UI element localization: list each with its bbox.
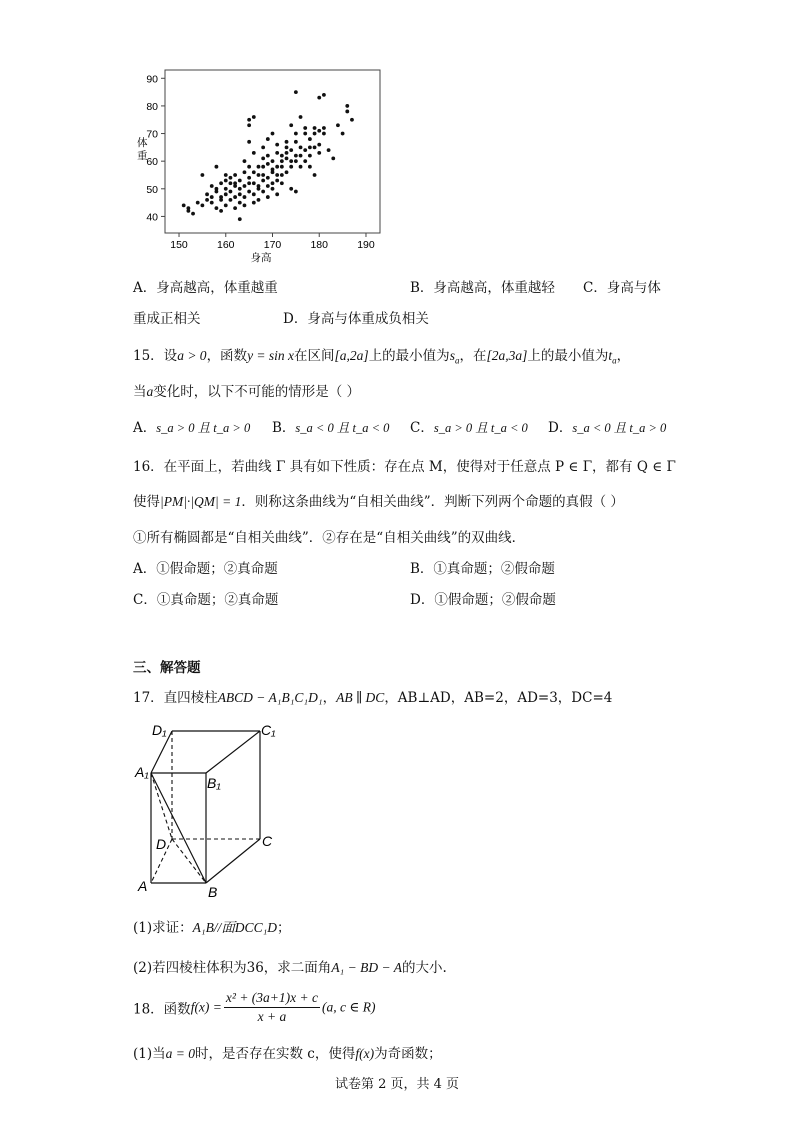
scatter-point [247,165,251,169]
scatter-point [317,143,321,147]
y-axis-label-char1: 体 [137,137,148,149]
scatter-point [280,165,284,169]
scatter-point [238,217,242,221]
q18-part1: (1)当a = 0时，是否存在实数 c，使得f(x)为奇函数； [133,1046,442,1062]
scatter-point [252,170,256,174]
scatter-point [252,181,256,185]
scatter-point [285,157,289,161]
y-tick-label: 90 [146,73,158,86]
scatter-point [243,203,247,207]
scatter-point [266,184,270,188]
label-d: D [156,836,167,852]
plot-frame [165,70,380,233]
scatter-point [210,184,214,188]
y-tick-label: 60 [146,156,158,169]
scatter-point [238,187,242,191]
section-heading: 三、解答题 [133,660,201,676]
scatter-point [224,203,228,207]
label-c: C [262,833,273,849]
scatter-point [280,159,284,163]
scatter-point [336,123,340,127]
x-tick-label: 170 [263,239,282,251]
scatter-point [266,137,270,141]
scatter-point [233,173,237,177]
scatter-point [289,148,293,152]
scatter-point [294,132,298,136]
x-axis-ticks [170,233,375,251]
q15-option-b: B．s_a < 0 且 t_a < 0 [272,420,390,436]
scatter-point [205,192,209,196]
scatter-point [345,110,349,114]
q16-option-c: C．①真命题；②真命题 [133,592,279,608]
scatter-point [322,93,326,97]
scatter-point [186,209,190,213]
y-tick-label: 70 [146,128,158,141]
scatter-point [275,165,279,169]
scatter-point [261,179,265,183]
scatter-point [247,181,251,185]
q15-cond: a > 0 [177,348,207,363]
scatter-point [271,170,275,174]
scatter-point [322,126,326,130]
scatter-point [345,104,349,108]
scatter-point [317,151,321,155]
scatter-point [215,206,219,210]
scatter-point [243,184,247,188]
scatter-point [294,190,298,194]
q14-option-d: D．身高与体重成负相关 [283,311,429,327]
q14-option-a: A．身高越高，体重越重 [133,280,278,296]
y-tick-label: 40 [146,211,158,224]
scatter-point [252,201,256,205]
scatter-point [210,195,214,199]
q18-stem: 18．函数f(x) = $\frac{\text{x² + (3a+1)x + c}}{x + a}$ (a, c ∈ R) [133,990,376,1024]
scatter-point [224,187,228,191]
q15-text: ，在 [459,348,487,364]
scatter-point [238,179,242,183]
q15-text: 上的最小值为 [368,348,450,364]
q16-option-a: A．①假命题；②真命题 [133,561,278,577]
scatter-point [266,176,270,180]
scatter-point [285,145,289,149]
scatter-point [308,145,312,149]
scatter-point [229,176,233,180]
scatter-point [196,201,200,205]
scatter-point [271,187,275,191]
scatter-point [233,181,237,185]
q15-interval-1: [a,2a] [334,348,369,363]
scatter-point [219,198,223,202]
scatter-point [261,190,265,194]
scatter-point [200,203,204,207]
scatter-point [299,165,303,169]
scatter-point [257,165,261,169]
scatter-point [289,187,293,191]
q16-line3: ①所有椭圆都是“自相关曲线”．②存在是“自相关曲线”的双曲线． [133,530,526,546]
scatter-point [313,132,317,136]
scatter-point [266,154,270,158]
scatter-point [289,123,293,127]
x-tick-label: 180 [310,239,329,251]
y-axis-ticks [146,73,165,223]
label-b: B [208,884,218,900]
q18-fraction: $\frac{\text{x² + (3a+1)x + c}}{x + a}$ [225,990,319,1024]
label-d1: D₁ [152,722,167,738]
scatter-point [271,132,275,136]
scatter-point [247,190,251,194]
q17-part1: (1)求证：A₁B//面DCC₁D； [133,920,291,936]
y-tick-label: 50 [146,183,158,196]
label-b1: B₁ [207,775,221,791]
scatter-point [289,159,293,163]
q16-line2: 使得|PM|·|QM| = 1．则称这条曲线为“自相关曲线”．判断下列两个命题的真假（ ） [133,494,624,510]
scatter-point [261,145,265,149]
q15-option-c: C．s_a > 0 且 t_a < 0 [410,420,528,436]
scatter-point [299,115,303,119]
scatter-point [322,132,326,136]
scatter-point [215,187,219,191]
scatter-point [266,195,270,199]
x-tick-label: 150 [170,239,188,251]
q15-text: 在区间 [294,348,335,364]
q17-part2: (2)若四棱柱体积为36，求二面角A₁ − BD − A的大小. [133,960,447,976]
scatter-point [285,151,289,155]
scatter-point [275,173,279,177]
scatter-point [294,159,298,163]
scatter-point [205,198,209,202]
scatter-point [224,192,228,196]
q15-text: ， [616,348,631,364]
scatter-point [317,129,321,133]
scatter-point [229,198,233,202]
scatter-point [219,181,223,185]
scatter-point [191,212,195,216]
scatter-point [252,151,256,155]
scatter-point [182,203,186,207]
q15-text: ，函数 [206,348,248,364]
q15-option-d: D．s_a < 0 且 t_a > 0 [548,420,667,436]
scatter-point [257,187,261,191]
scatter-point [285,170,289,174]
q16-line1: 16．在平面上，若曲线 Γ 具有如下性质：存在点 M，使得对于任意点 P ∈ Γ，都有 Q ∈ Γ [133,459,676,475]
q16-option-b: B．①真命题；②假命题 [410,561,555,577]
scatter-point [308,137,312,141]
scatter-point [229,181,233,185]
scatter-point [200,173,204,177]
scatter-point [331,157,335,161]
q15-option-a: A．s_a > 0 且 t_a > 0 [133,420,251,436]
scatter-point [229,190,233,194]
scatter-point [303,126,307,130]
q14-option-c-part2: 重成正相关 [133,311,201,327]
scatter-point [317,96,321,100]
q15-line1 [133,344,630,366]
scatter-point [350,118,354,122]
scatter-point [243,170,247,174]
scatter-point [238,201,242,205]
scatter-point [313,145,317,149]
scatter-point [271,181,275,185]
prism-figure [134,718,284,900]
label-c1: C₁ [261,722,276,738]
q14-option-b: B．身高越高，体重越轻 [410,280,555,296]
scatter-point [215,165,219,169]
scatter-point [238,192,242,196]
q15-interval-2: [2a,3a] [486,348,528,363]
label-a1: A₁ [135,764,149,780]
x-tick-label: 190 [357,239,375,251]
x-axis-label: 身高 [250,252,272,264]
scatter-point [285,140,289,144]
y-tick-label: 80 [146,100,158,113]
scatter-point [299,145,303,149]
q16-option-d: D．①假命题；②假命题 [410,592,556,608]
scatter-point [261,165,265,169]
scatter-chart [130,62,390,272]
scatter-points [182,90,354,221]
scatter-point [289,165,293,169]
scatter-point [280,173,284,177]
scatter-point [313,173,317,177]
scatter-point [261,157,265,161]
q14-option-c-part1: C．身高与体 [583,280,661,296]
q15-text: 上的最小值为 [527,348,609,364]
scatter-point [261,173,265,177]
scatter-point [252,115,256,119]
scatter-point [271,159,275,163]
scatter-point [303,159,307,163]
scatter-point [327,148,331,152]
scatter-point [299,154,303,158]
q17-stem: 17．直四棱柱ABCD − A₁B₁C₁D₁，AB ∥ DC，AB⊥AD，AB=2，AD=3，DC=4 [133,690,613,706]
scatter-point [308,154,312,158]
page-footer: 试卷第 2 页，共 4 页 [334,1077,460,1092]
q15-function: y = sin x [247,348,295,363]
scatter-point [233,206,237,210]
scatter-point [247,140,251,144]
scatter-point [280,154,284,158]
scatter-point [275,143,279,147]
scatter-point [257,173,261,177]
scatter-point [266,162,270,166]
scatter-point [294,90,298,94]
scatter-point [275,192,279,196]
scatter-point [233,195,237,199]
scatter-point [257,198,261,202]
scatter-point [247,176,251,180]
q15-t-a: $t_a$ [608,348,617,366]
scatter-point [224,179,228,183]
scatter-point [247,123,251,127]
label-a: A [138,878,148,894]
scatter-point [303,148,307,152]
x-tick-label: 160 [216,239,235,251]
y-axis-label-char2: 重 [137,150,148,162]
scatter-point [280,181,284,185]
q15-s-a: $s_a$ [449,348,460,366]
scatter-point [219,209,223,213]
scatter-point [243,159,247,163]
q15-line2: 当a变化时，以下不可能的情形是（ ） [133,384,361,400]
scatter-point [294,154,298,158]
scatter-point [341,132,345,136]
scatter-point [210,201,214,205]
scatter-point [275,179,279,183]
scatter-point [243,195,247,199]
scatter-point [313,126,317,130]
scatter-point [308,165,312,169]
scatter-point [275,151,279,155]
scatter-point [294,140,298,144]
scatter-point [252,192,256,196]
scatter-point [303,132,307,136]
scatter-point [224,173,228,177]
scatter-point [247,118,251,122]
q15-text: 15．设 [133,348,178,364]
